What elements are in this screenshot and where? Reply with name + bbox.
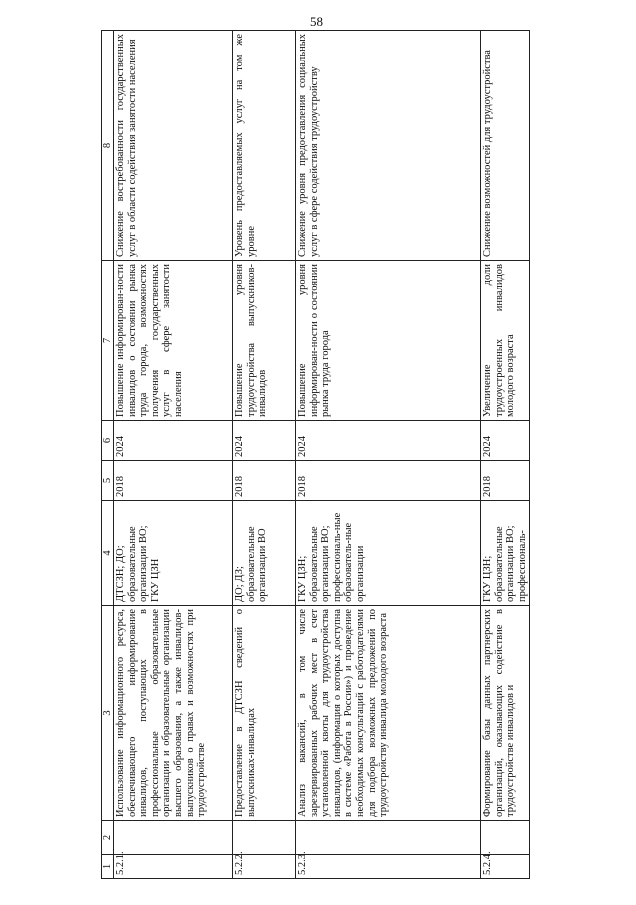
- empty-cell: [481, 821, 530, 855]
- page-number: 58: [310, 14, 323, 29]
- action-cell: Использование информационного ресурса, обеспечивающего информирование инвалидов, поступающих в профессиональные образовательные организации и образовательные организации высшего образования, а также инвалидов-выпускников о правах и возможностях при трудоустройстве: [114, 606, 233, 821]
- risk-cell: Снижение возможностей для трудоустройства: [481, 31, 530, 261]
- executor-cell: ГКУ ЦЗН; образовательные организации ВО; профессиональ-ные образователь-ные организации: [296, 501, 481, 606]
- start-year-cell: 2018: [114, 461, 233, 501]
- table-row: [233, 31, 296, 879]
- table-row: [114, 31, 233, 879]
- start-year-cell: 2018: [233, 461, 296, 501]
- end-year-cell: 2024: [233, 421, 296, 461]
- start-year-cell: 2018: [481, 461, 530, 501]
- row-number: 5.2.3.: [296, 855, 481, 879]
- table-row: [296, 31, 481, 879]
- empty-cell: [296, 821, 481, 855]
- header-cell: 8: [102, 31, 114, 261]
- result-cell: Повышение уровня трудоустройства выпускников-инвалидов: [233, 261, 296, 421]
- rotated-table-container: [101, 31, 541, 879]
- end-year-cell: 2024: [481, 421, 530, 461]
- row-number: 5.2.2.: [233, 855, 296, 879]
- end-year-cell: 2024: [114, 421, 233, 461]
- header-cell: 6: [102, 421, 114, 461]
- action-cell: Анализ вакансий, в том числе зарезервированных рабочих мест в счет установленной квоты для трудоустройства инвалидов, (информация о которых доступна в системе «Работа в России») и проведение необходимых консультаций с работодателями для подбора возможных предложений по трудоустройству инвалида молодого возраста: [296, 606, 481, 821]
- action-cell: Формирование базы данных партнерских организаций, оказывающих содействие в трудоустройстве инвалидов и: [481, 606, 530, 821]
- empty-cell: [114, 821, 233, 855]
- header-cell: 3: [102, 606, 114, 821]
- measures-table: [101, 30, 530, 879]
- header-cell: 2: [102, 821, 114, 855]
- end-year-cell: 2024: [296, 421, 481, 461]
- start-year-cell: 2018: [296, 461, 481, 501]
- header-row: [102, 31, 114, 879]
- table-row: [481, 31, 530, 879]
- risk-cell: Снижение уровня предоставления социальных услуг в сфере содействия трудоустройству: [296, 31, 481, 261]
- executor-cell: ДТСЗН; ДО; образовательные организации ВО; ГКУ ЦЗН: [114, 501, 233, 606]
- header-cell: 4: [102, 501, 114, 606]
- result-cell: Повышение уровня информирован-ности о состоянии рынка труда города: [296, 261, 481, 421]
- header-cell: 7: [102, 261, 114, 421]
- executor-cell: ГКУ ЦЗН; образовательные организации ВО; профессиональ-: [481, 501, 530, 606]
- empty-cell: [233, 821, 296, 855]
- result-cell: Повышение информирован-ности инвалидов о состоянии рынка труда города, возможностях получения государственных услуг в сфере занятости населения: [114, 261, 233, 421]
- action-cell: Предоставление в ДТСЗН сведений о выпускниках-инвалидах: [233, 606, 296, 821]
- header-cell: 1: [102, 855, 114, 879]
- risk-cell: Снижение востребованности государственных услуг в области содействия занятости населения: [114, 31, 233, 261]
- executor-cell: ДО; ДЗ; образовательные организации ВО: [233, 501, 296, 606]
- row-number: 5.2.4.: [481, 855, 530, 879]
- risk-cell: Уровень предоставляемых услуг на том же уровне: [233, 31, 296, 261]
- row-number: 5.2.1.: [114, 855, 233, 879]
- header-cell: 5: [102, 461, 114, 501]
- result-cell: Увеличение доли трудоустроенных инвалидов молодого возраста: [481, 261, 530, 421]
